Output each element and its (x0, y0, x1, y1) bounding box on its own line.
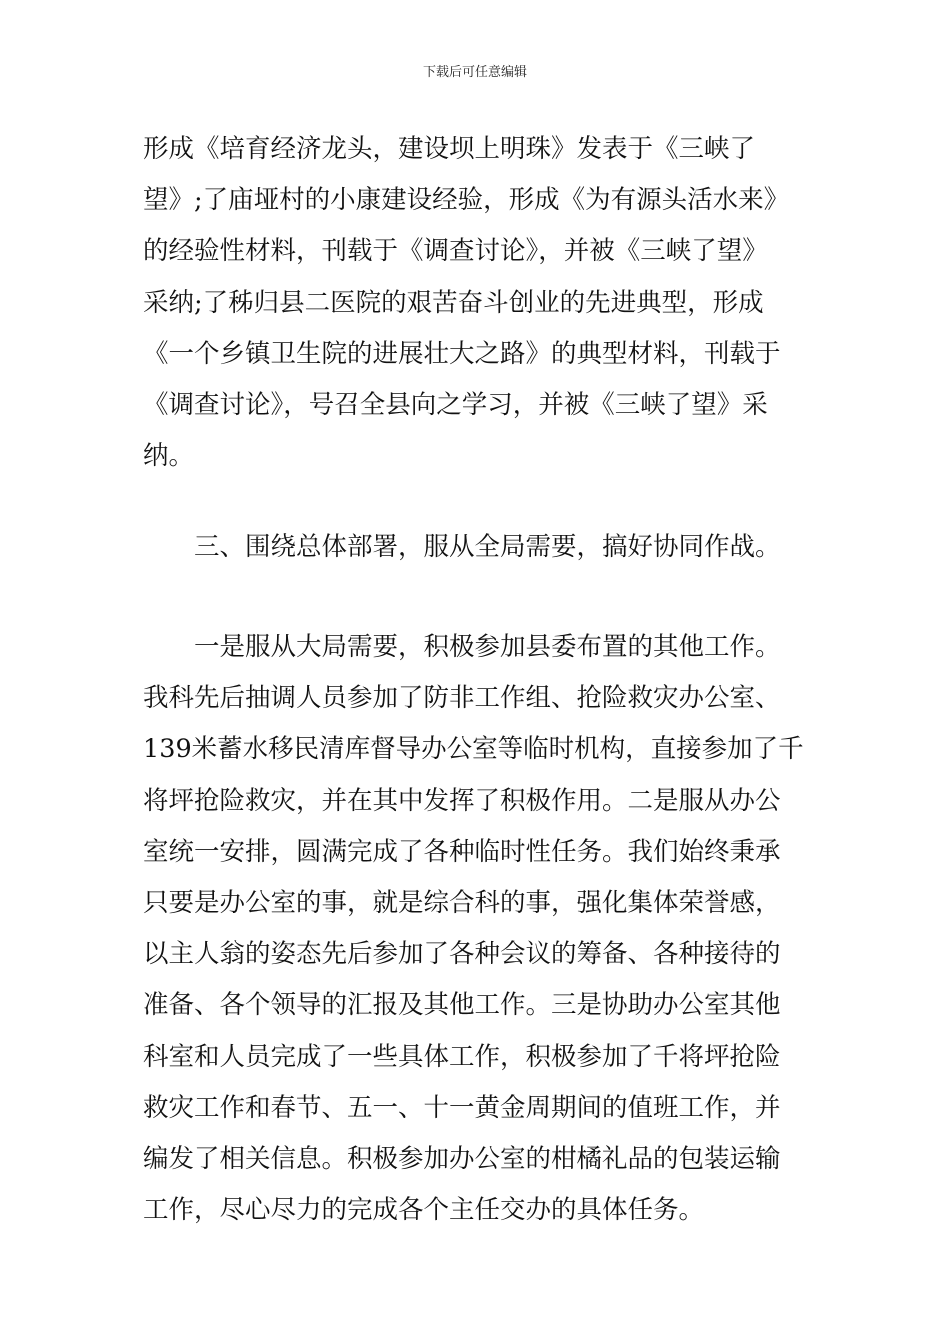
paragraph-line: 一是服从大局需要，积极参加县委布置的其他工作。 (194, 632, 781, 662)
paragraph-continued (143, 124, 815, 482)
paragraph-line: 采纳;了秭归县二医院的艰苦奋斗创业的先进典型，形成 (143, 287, 764, 318)
paragraph-line: 准备、各个领导的汇报及其他工作。三是协助办公室其他 (143, 990, 781, 1021)
page-header-note: 下载后可任意编辑 (422, 65, 527, 80)
paragraph-line: 望》;了庙垭村的小康建设经验，形成《为有源头活水来》 (143, 185, 790, 216)
paragraph-line: 室统一安排，圆满完成了各种临时性任务。我们始终秉承 (143, 836, 781, 867)
paragraph-line: 以主人翁的姿态先后参加了各种会议的筹备、各种接待的 (143, 939, 781, 970)
paragraph-line: 只要是办公室的事，就是综合科的事，强化集体荣誉感， (143, 887, 781, 918)
paragraph-line: 形成《培育经济龙头，建设坝上明珠》发表于《三峡了 (143, 134, 756, 164)
paragraph-section-three (143, 622, 815, 1236)
paragraph-line: 救灾工作和春节、五一、十一黄金周期间的值班工作，并 (143, 1092, 781, 1123)
paragraph-line: 《调查讨论》，号召全县向之学习，并被《三峡了望》采 (143, 389, 768, 420)
paragraph-line: 编发了相关信息。积极参加办公室的柑橘礼品的包装运输 (143, 1143, 781, 1174)
paragraph-line: 139米蓄水移民清库督导办公室等临时机构，直接参加了千 (143, 734, 804, 765)
paragraph-line: 纳。 (143, 441, 195, 472)
paragraph-line: 的经验性材料，刊载于《调查讨论》，并被《三峡了望》 (143, 236, 768, 267)
paragraph-line: 我科先后抽调人员参加了防非工作组、抢险救灾办公室、 (143, 683, 781, 714)
section-heading-text: 三、围绕总体部署，服从全局需要，搞好协同作战。 (194, 532, 781, 562)
section-heading (143, 522, 815, 573)
paragraph-line: 将坪抢险救灾，并在其中发挥了积极作用。二是服从办公 (143, 785, 781, 816)
paragraph-line: 工作，尽心尽力的完成各个主任交办的具体任务。 (143, 1195, 705, 1226)
paragraph-line: 《一个乡镇卫生院的进展壮大之路》的典型材料，刊载于 (143, 338, 781, 369)
paragraph-line: 科室和人员完成了一些具体工作，积极参加了千将坪抢险 (143, 1041, 781, 1072)
